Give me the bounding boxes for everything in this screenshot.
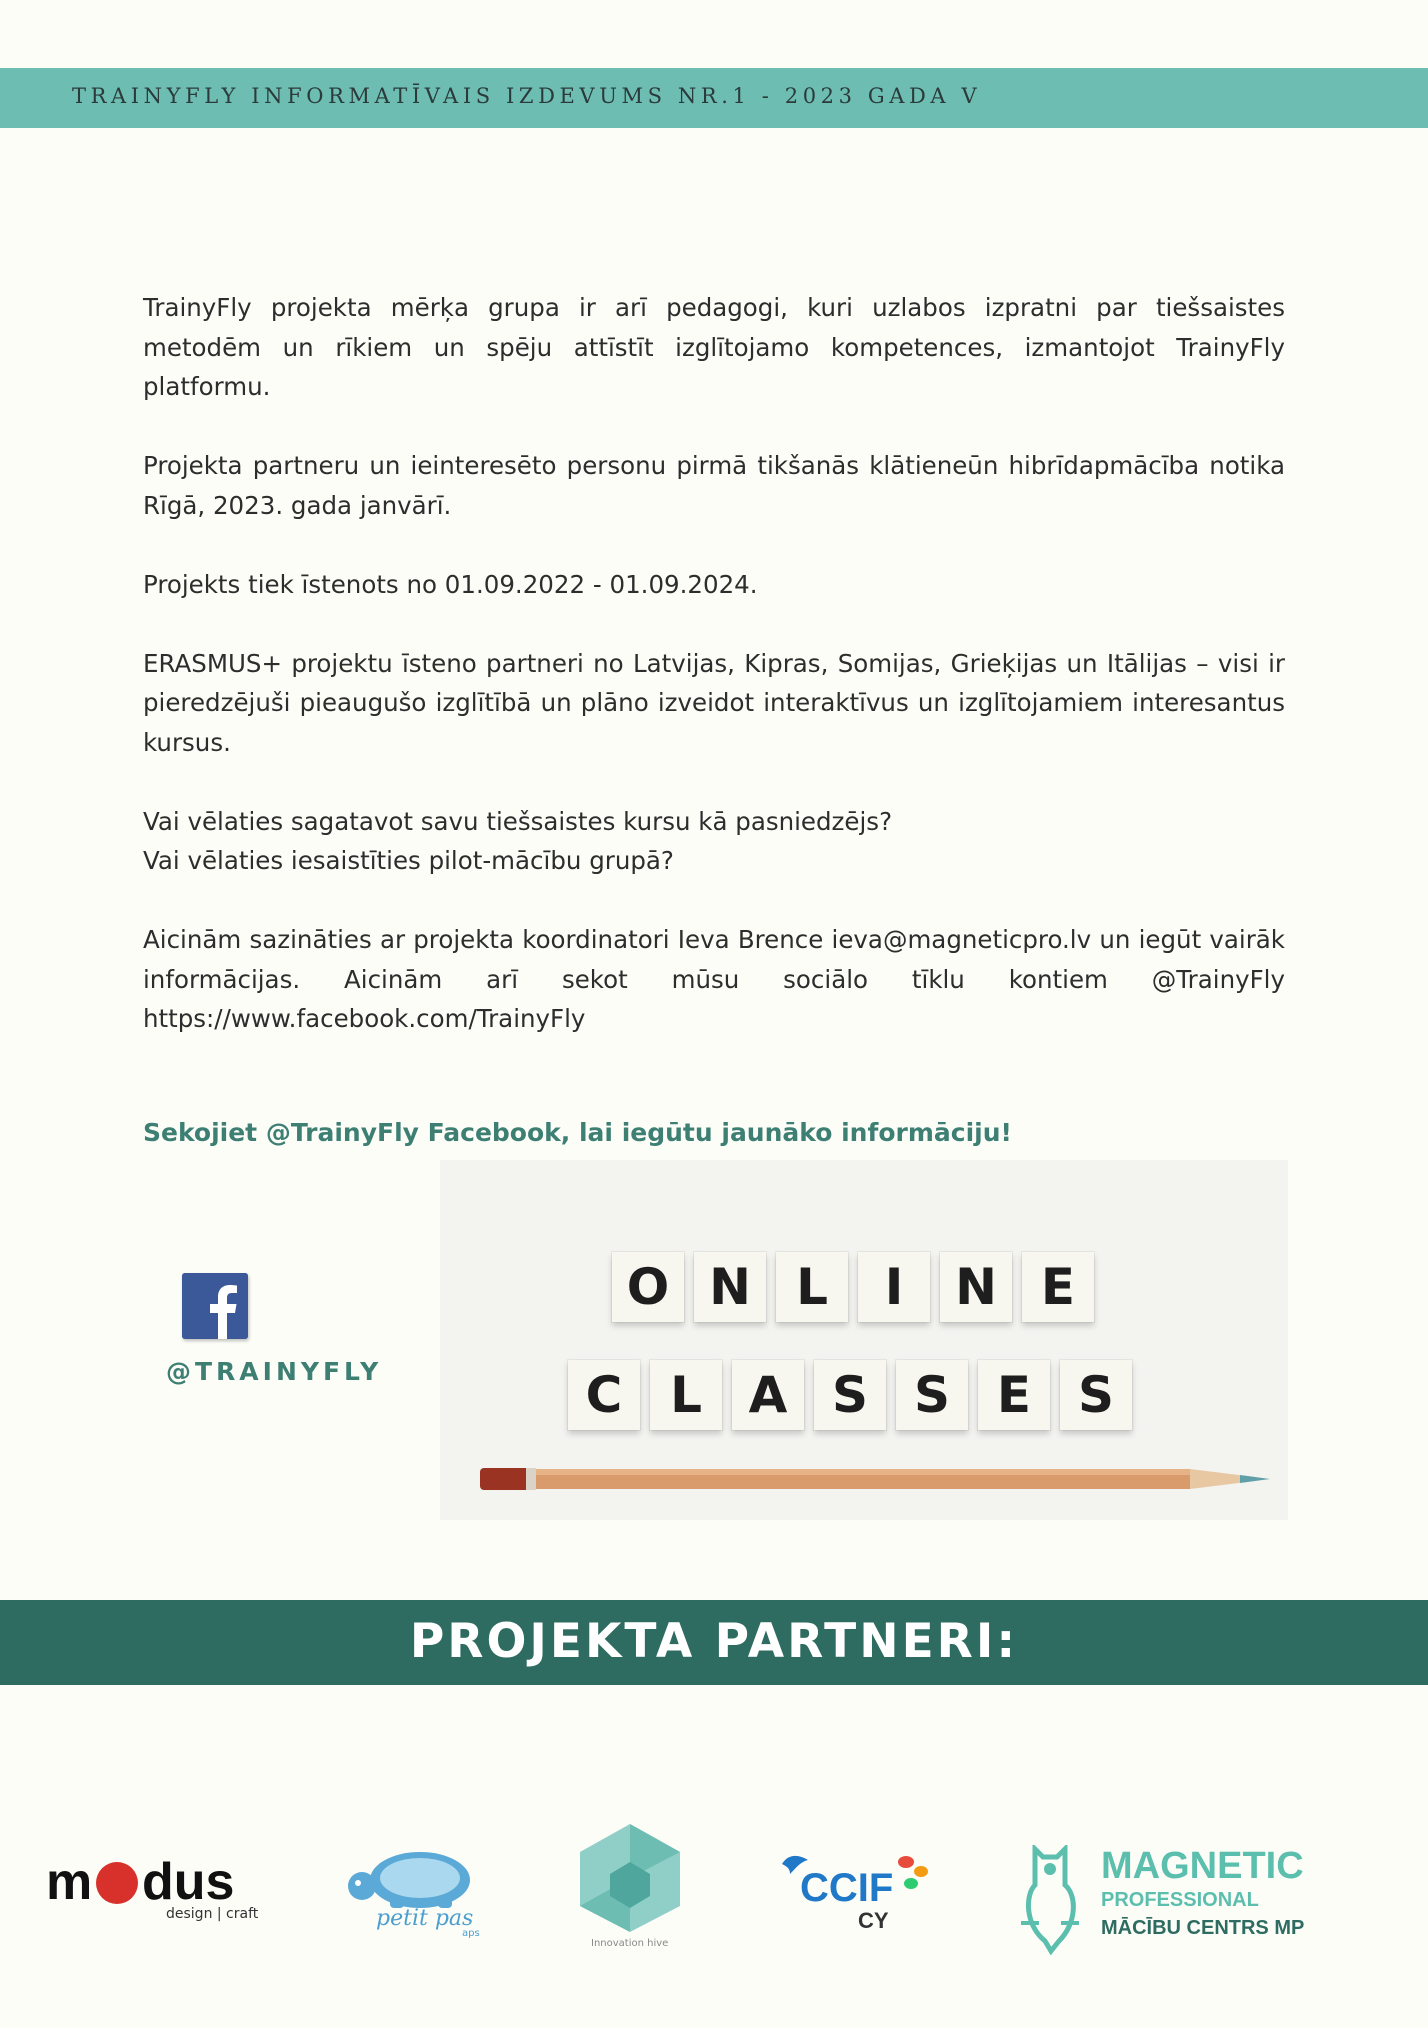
partners-band [0, 1600, 1428, 1685]
facebook-icon[interactable] [182, 1273, 248, 1339]
letter-tile: E [978, 1360, 1050, 1430]
letter-tile: C [568, 1360, 640, 1430]
tile-row-classes [568, 1360, 1132, 1430]
paragraph-partners: ERASMUS+ projektu īsteno partneri no Latvijas, Kipras, Somijas, Grieķijas un Itālijas – visi ir pieredzējuši pieaugušo izglītībā un plāno izveidot interaktīvus un izglītojamiem interesantus kursus. [143, 648, 1285, 757]
partners-heading: PROJEKTA PARTNERI: [409, 1614, 1019, 1669]
newsletter-title: TRAINYFLY INFORMATĪVAIS IZDEVUMS NR.1 - 2023 GADA V [72, 84, 982, 108]
ccif-logo: CCIF CY [780, 1850, 940, 1940]
magnetic-logo: MAGNETIC PROFESSIONAL MĀCĪBU CENTRS MP [1015, 1845, 1325, 1955]
pencil-image [480, 1460, 1280, 1500]
online-classes-photo [440, 1160, 1288, 1520]
paragraph-project-dates: Projekts tiek īstenots no 01.09.2022 - 01.09.2024. [143, 569, 758, 599]
modus-o-mark [96, 1862, 138, 1904]
letter-tile: A [732, 1360, 804, 1430]
letter-tile: N [940, 1252, 1012, 1322]
petit-pas-logo: petit pas aps [340, 1840, 490, 1940]
speech-bubble-icon [914, 1866, 928, 1877]
turtle-icon [340, 1840, 490, 1908]
facebook-handle[interactable]: @TRAINYFLY [166, 1357, 383, 1386]
letter-tile: E [1022, 1252, 1094, 1322]
paragraph-target-group: TrainyFly projekta mērķa grupa ir arī pedagogi, kuri uzlabos izpratni par tiešsaistes metodēm un rīkiem un spēju attīstīt izglītojamo kompetences, izmantojot TrainyFly platformu. [143, 293, 1285, 401]
owl-icon [1015, 1845, 1085, 1955]
letter-tile: L [650, 1360, 722, 1430]
letter-tile: S [1060, 1360, 1132, 1430]
follow-callout: Sekojiet @TrainyFly Facebook, lai iegūtu jaunāko informāciju! [143, 1118, 1012, 1147]
speech-bubble-icon [898, 1856, 914, 1868]
letter-tile: I [858, 1252, 930, 1322]
letter-tile: L [776, 1252, 848, 1322]
tile-row-online [612, 1252, 1094, 1322]
speech-bubble-icon [904, 1878, 918, 1889]
hexagon-icon [575, 1822, 685, 1934]
letter-tile: S [896, 1360, 968, 1430]
question-pilot-group: Vai vēlaties iesaistīties pilot-mācību grupā? [143, 846, 674, 875]
paragraph-questions [143, 802, 1285, 881]
letter-tile: S [814, 1360, 886, 1430]
letter-tile: O [612, 1252, 684, 1322]
article-body [143, 288, 1285, 1078]
header-band [0, 68, 1428, 128]
paragraph-first-meeting: Projekta partneru un ieinteresēto personu pirmā tikšanās klātieneūn hibrīdapmācība notika Rīgā, 2023. gada janvārī. [143, 451, 1285, 520]
innovation-hive-logo: Innovation hive [575, 1822, 685, 1952]
question-course: Vai vēlaties sagatavot savu tiešsaistes kursu kā pasniedzējs? [143, 806, 893, 836]
letter-tile: N [694, 1252, 766, 1322]
paragraph-contact: Aicinām sazināties ar projekta koordinatori Ieva Brence ieva@magneticpro.lv un iegūt vairāk informācijas. Aicinām arī sekot mūsu sociālo tīklu kontiem @TrainyFly https://www.facebook.com/TrainyFly [143, 925, 1285, 1033]
modus-logo: m dus design | craft [46, 1853, 259, 1922]
